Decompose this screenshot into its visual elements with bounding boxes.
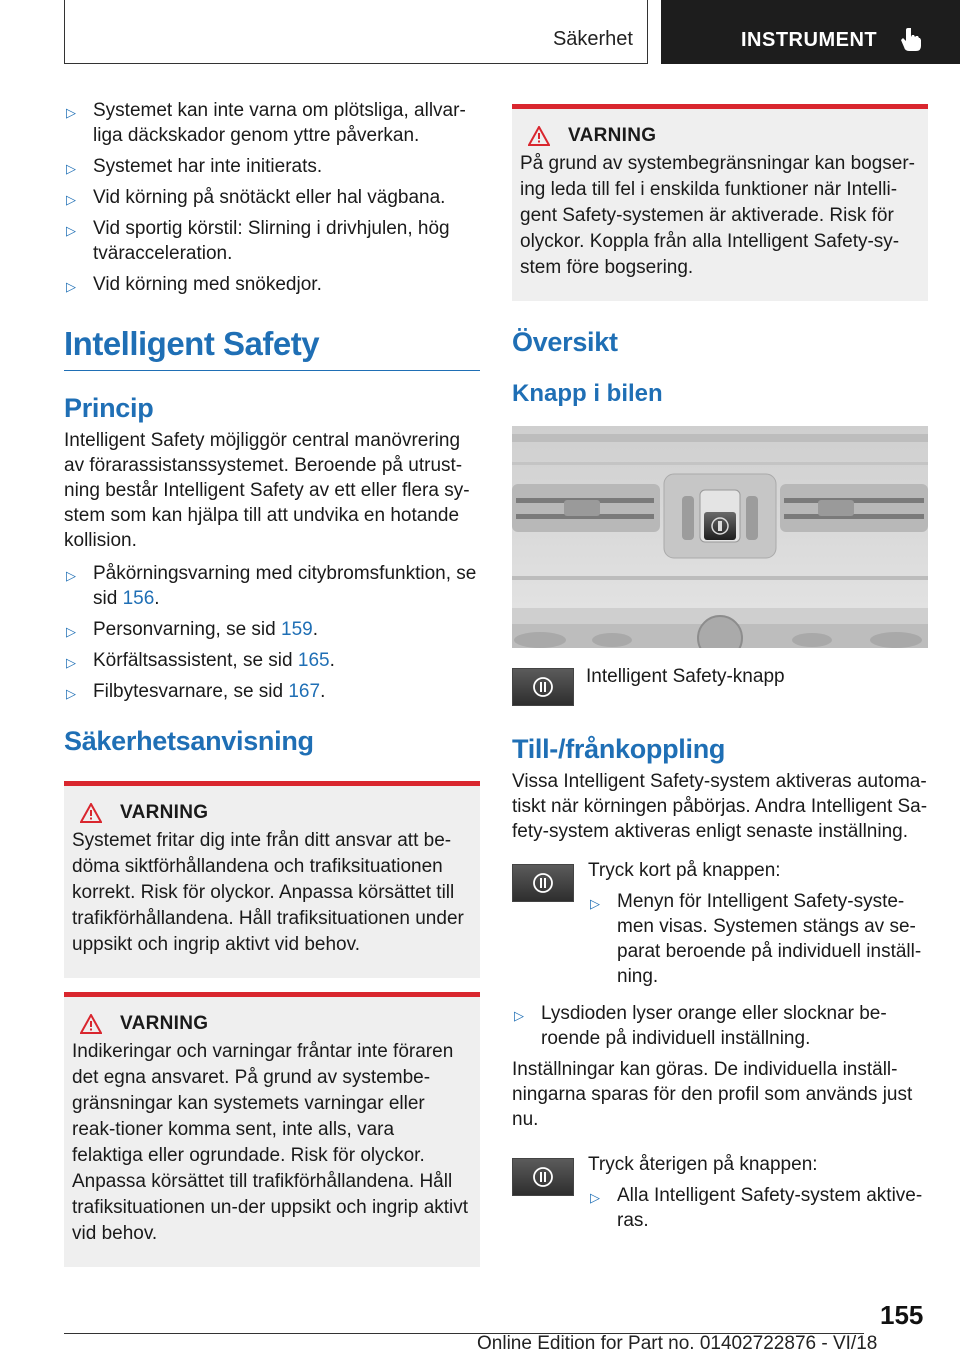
safety-heading: Säkerhetsanvisning [64, 726, 314, 756]
warning-box [512, 104, 928, 301]
toggle-text: Vissa Intelligent Safety-system aktiveras automa-tiskt när körningen påbörjas. Andra Intelligent Sa-fety-system aktiveras enligt senaste inställning. [512, 771, 928, 842]
warning-header [72, 1013, 470, 1035]
triangle-bullet-icon: ▷ [590, 1190, 600, 1205]
button-heading: Knapp i bilen [512, 380, 663, 407]
page-link-159[interactable]: 159 [281, 619, 313, 640]
triangle-bullet-icon: ▷ [66, 279, 76, 294]
triangle-bullet-icon: ▷ [590, 896, 600, 911]
page-link-156[interactable]: 156 [122, 588, 155, 609]
reference-list [64, 561, 480, 704]
list-item: ▷ Alla Intelligent Safety-system aktive-ras. [590, 1185, 923, 1231]
page-number: 155 [880, 1300, 924, 1330]
warning-header [72, 802, 470, 824]
warning-text: Systemet fritar dig inte från ditt ansvar att be-döma siktförhållandena och trafiksituationen korrekt. Risk för olyckor. Anpassa körsättet till trafikförhållandena. Håll trafiksituationen under uppsikt och ingrip aktivt vid behov. [72, 830, 464, 955]
dashboard-photo [512, 426, 928, 648]
warning-triangle-icon [80, 803, 102, 823]
list-item: ▷ Påkörningsvarning med citybromsfunktion, se sid 156. [66, 563, 477, 609]
list-item: ▷ Filbytesvarnare, se sid 167. [64, 679, 480, 704]
triangle-bullet-icon: ▷ [66, 105, 76, 120]
list-item: ▷ Menyn för Intelligent Safety-syste-men visas. Systemen stängs av se-parat beroende på individuell inställ-ning. [590, 891, 922, 987]
overview-heading: Översikt [512, 327, 618, 357]
toggle-heading: Till-/frånkoppling [512, 734, 726, 764]
triangle-bullet-icon: ▷ [66, 624, 76, 639]
warning-text: Indikeringar och varningar fråntar inte föraren det egna ansvaret. På grund av systembe-gränsningar kan systemets varningar eller reak-tioner komma sent, inte alls, vara felaktiga eller ogrundade. Risk för olyckor. Anpassa körsättet till trafikförhållandena. Håll trafiksituationen un-der uppsikt och ingrip aktivt vid behov. [72, 1041, 469, 1244]
limitations-list [64, 98, 480, 297]
intelligent-safety-button-icon [512, 668, 574, 706]
press-again-block [588, 1152, 928, 1239]
warning-header [520, 125, 918, 147]
triangle-bullet-icon: ▷ [514, 1008, 524, 1023]
list-item: ▷ Systemet har inte initierats. [64, 154, 480, 179]
warning-triangle-icon [80, 1014, 102, 1034]
footer-edition: Online Edition for Part no. 01402722876 - VI/18 [477, 1333, 878, 1354]
warning-label: VARNING [120, 1013, 209, 1034]
header-chapter-tab [661, 0, 960, 64]
right-column [512, 104, 928, 1239]
princip-text: Intelligent Safety möjliggör central manövrering av förarassistanssystemet. Beroende på utrust-ning består Intelligent Safety av ett eller flera sy-stem som kan hjälpa till att undvika en hotande kollision. [64, 430, 470, 551]
press-again-row [512, 1152, 928, 1239]
warning-triangle-icon [528, 126, 550, 146]
triangle-bullet-icon: ▷ [66, 223, 76, 238]
press-short-text: Tryck kort på knappen: [588, 860, 781, 881]
page-link-165[interactable]: 165 [297, 650, 330, 671]
list-item: ▷ Körfältsassistent, se sid 165. [64, 648, 480, 673]
list-item: ▷ Vid sportig körstil: Slirning i drivhjulen, hög tväracceleration. [66, 218, 450, 264]
warning-box [64, 781, 480, 978]
pointing-hand-icon [899, 26, 923, 52]
triangle-bullet-icon: ▷ [66, 192, 76, 207]
triangle-bullet-icon: ▷ [66, 161, 76, 176]
warning-box [64, 992, 480, 1267]
press-again-text: Tryck återigen på knappen: [588, 1154, 818, 1175]
warning-label: VARNING [568, 125, 657, 146]
list-item: ▷ Vid körning med snökedjor. [64, 272, 480, 297]
list-item: ▷ Systemet kan inte varna om plötsliga, allvar-liga däckskador genom yttre påverkan. [66, 100, 466, 146]
intelligent-safety-button-icon [512, 864, 574, 902]
dashboard-illustration [512, 426, 928, 648]
led-list [512, 1001, 928, 1051]
list-item: ▷ Vid körning på snötäckt eller hal vägbana. [64, 185, 480, 210]
button-caption-row [512, 668, 928, 706]
page-link-167[interactable]: 167 [288, 681, 321, 702]
list-item: ▷ Personvarning, se sid 159. [64, 617, 480, 642]
settings-text: Inställningar kan göras. De individuella inställ-ningarna sparas för den profil som används just nu. [512, 1059, 913, 1130]
warning-label: VARNING [120, 802, 209, 823]
press-short-row [512, 858, 928, 995]
press-short-block [588, 858, 928, 995]
header-section-label: Säkerhet [552, 28, 633, 50]
press-short-list [588, 889, 928, 989]
princip-heading: Princip [64, 393, 154, 423]
left-column [64, 98, 480, 1267]
page-title: Intelligent Safety [64, 325, 480, 371]
triangle-bullet-icon: ▷ [66, 568, 76, 583]
intelligent-safety-button-icon [512, 1158, 574, 1196]
header-chapter-label: INSTRUMENT [741, 29, 878, 51]
list-item: ▷ Lysdioden lyser orange eller slocknar be-roende på individuell inställning. [514, 1003, 887, 1049]
press-again-list [588, 1183, 928, 1233]
triangle-bullet-icon: ▷ [66, 655, 76, 670]
triangle-bullet-icon: ▷ [66, 686, 76, 701]
warning-text: På grund av systembegränsningar kan bogser-ing leda till fel i enskilda funktioner när Intelli-gent Safety-systemen är aktiverade. Risk för olyckor. Koppla från alla Intelligent Safety-sy-stem före bogsering. [520, 153, 916, 278]
button-caption: Intelligent Safety-knapp [586, 666, 785, 687]
header-section-tab [64, 0, 648, 64]
